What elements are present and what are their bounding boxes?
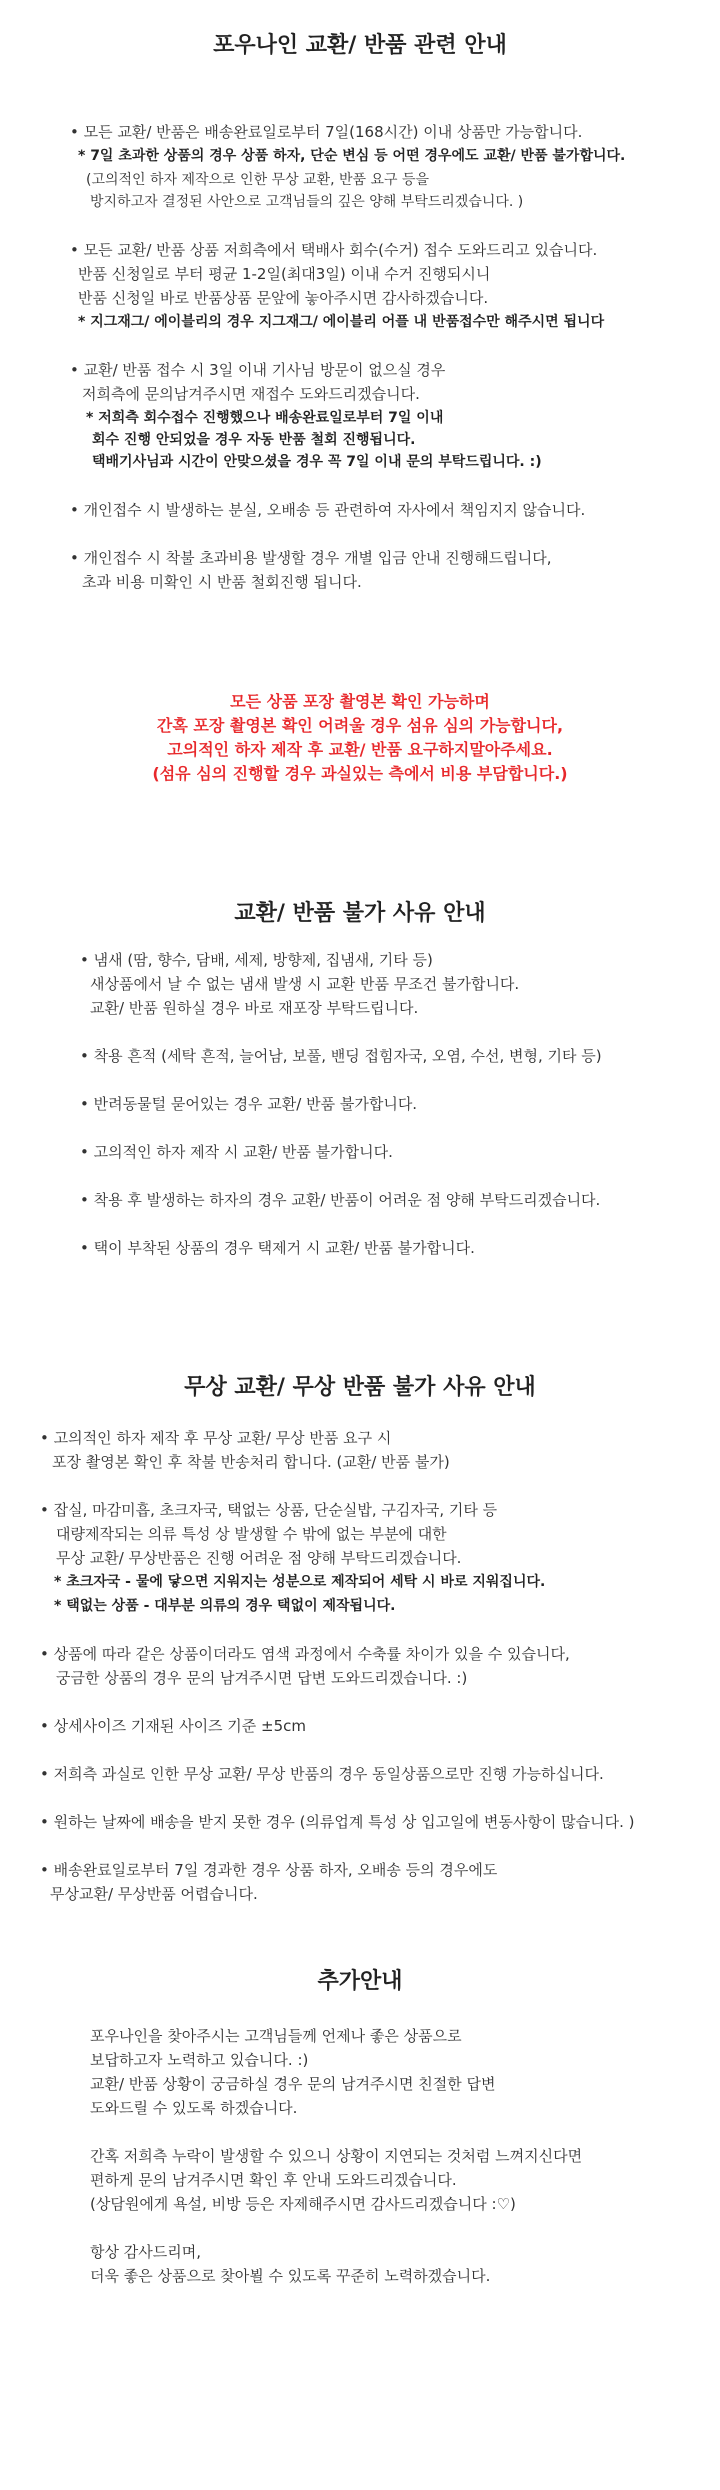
section3-line-8: • 상품에 따라 같은 상품이더라도 염색 과정에서 수축률 차이가 있을 수 있습니다,: [40, 1645, 570, 1663]
section1-line-10: 저희측에 문의남겨주시면 재접수 도와드리겠습니다.: [82, 385, 420, 403]
section4-line-2: 보답하고자 노력하고 있습니다. :): [90, 2051, 309, 2069]
section1-line-12: 회수 진행 안되었을 경우 자동 반품 철회 진행됩니다.: [92, 432, 416, 448]
section3-title: 무상 교환/ 무상 반품 불가 사유 안내: [184, 1375, 536, 1400]
section3-line-4: 대량제작되는 의류 특성 상 발생할 수 밖에 없는 부분에 대한: [56, 1525, 447, 1543]
section1-line-9: • 교환/ 반품 접수 시 3일 이내 기사님 방문이 없으실 경우: [70, 361, 446, 379]
section1-line-1: • 모든 교환/ 반품은 배송완료일로부터 7일(168시간) 이내 상품만 가능합니다.: [70, 123, 583, 141]
section3-line-9: 궁금한 상품의 경우 문의 남겨주시면 답변 도와드리겠습니다. :): [56, 1669, 468, 1687]
notice-line-1: 모든 상품 포장 촬영본 확인 가능하며: [230, 692, 490, 711]
section2-line-5: • 반려동물털 묻어있는 경우 교환/ 반품 불가합니다.: [80, 1095, 418, 1113]
section2-title: 교환/ 반품 불가 사유 안내: [234, 901, 486, 926]
section1-line-13: 택배기사님과 시간이 안맞으셨을 경우 꼭 7일 이내 문의 부탁드립니다. :): [92, 454, 542, 470]
section2-line-8: • 택이 부착된 상품의 경우 택제거 시 교환/ 반품 불가합니다.: [80, 1239, 475, 1257]
notice-line-4: (섬유 심의 진행할 경우 과실있는 측에서 비용 부담합니다.): [152, 764, 568, 783]
section3-line-1: • 고의적인 하자 제작 후 무상 교환/ 무상 반품 요구 시: [40, 1429, 392, 1447]
section3-line-6: * 초크자국 - 물에 닿으면 지워지는 성분으로 제작되어 세탁 시 바로 지워집니다.: [54, 1574, 546, 1590]
section1-line-14: • 개인접수 시 발생하는 분실, 오배송 등 관련하여 자사에서 책임지지 않습니다.: [70, 501, 586, 519]
section1-line-7: 반품 신청일 바로 반품상품 문앞에 놓아주시면 감사하겠습니다.: [78, 289, 489, 307]
section4-line-9: 더욱 좋은 상품으로 찾아뵐 수 있도록 꾸준히 노력하겠습니다.: [90, 2267, 491, 2285]
section3-line-5: 무상 교환/ 무상반품은 진행 어려운 점 양해 부탁드리겠습니다.: [56, 1549, 462, 1567]
section4-line-4: 도와드릴 수 있도록 하겠습니다.: [90, 2099, 298, 2117]
section1-line-5: • 모든 교환/ 반품 상품 저희측에서 택배사 회수(수거) 접수 도와드리고 있습니다.: [70, 241, 598, 259]
section3-line-11: • 저희측 과실로 인한 무상 교환/ 무상 반품의 경우 동일상품으로만 진행 가능하십니다.: [40, 1765, 604, 1783]
section3-line-10: • 상세사이즈 기재된 사이즈 기준 ±5cm: [40, 1717, 307, 1735]
section4-line-1: 포우나인을 찾아주시는 고객님들께 언제나 좋은 상품으로: [90, 2027, 462, 2045]
section2-line-4: • 착용 흔적 (세탁 흔적, 늘어남, 보풀, 밴딩 접힘자국, 오염, 수선, 변형, 기타 등): [80, 1047, 602, 1065]
section4-line-6: 편하게 문의 남겨주시면 확인 후 안내 도와드리겠습니다.: [90, 2171, 457, 2189]
section1-line-4: 방지하고자 결정된 사안으로 고객님들의 깊은 양해 부탁드리겠습니다. ): [90, 194, 524, 210]
section4-line-7: (상담원에게 욕설, 비방 등은 자제해주시면 감사드리겠습니다 :♡): [90, 2195, 516, 2213]
section1-line-11: * 저희측 회수접수 진행했으나 배송완료일로부터 7일 이내: [86, 410, 444, 426]
notice-line-3: 고의적인 하자 제작 후 교환/ 반품 요구하지말아주세요.: [167, 740, 553, 759]
section2-line-6: • 고의적인 하자 제작 시 교환/ 반품 불가합니다.: [80, 1143, 393, 1161]
section1-line-16: 초과 비용 미확인 시 반품 철회진행 됩니다.: [82, 573, 362, 591]
section4-line-8: 항상 감사드리며,: [90, 2243, 201, 2261]
section1-line-6: 반품 신청일로 부터 평균 1-2일(최대3일) 이내 수거 진행되시니: [78, 265, 491, 283]
section4-title: 추가안내: [317, 1969, 403, 1994]
section3-line-2: 포장 촬영본 확인 후 착불 반송처리 합니다. (교환/ 반품 불가): [52, 1453, 450, 1471]
section4-line-5: 간혹 저희측 누락이 발생할 수 있으니 상황이 지연되는 것처럼 느껴지신다면: [90, 2147, 583, 2165]
section3-line-3: • 잡실, 마감미흡, 초크자국, 택없는 상품, 단순실밥, 구김자국, 기타 등: [40, 1501, 498, 1519]
section3-line-13: • 배송완료일로부터 7일 경과한 경우 상품 하자, 오배송 등의 경우에도: [40, 1861, 498, 1879]
section4-line-3: 교환/ 반품 상황이 궁금하실 경우 문의 남겨주시면 친절한 답변: [90, 2075, 496, 2093]
section3-line-14: 무상교환/ 무상반품 어렵습니다.: [50, 1885, 258, 1903]
section1-line-3: (고의적인 하자 제작으로 인한 무상 교환, 반품 요구 등을: [86, 172, 430, 188]
section3-line-12: • 원하는 날짜에 배송을 받지 못한 경우 (의류업계 특성 상 입고일에 변동사항이 많습니다. ): [40, 1813, 635, 1831]
section1-line-2: * 7일 초과한 상품의 경우 상품 하자, 단순 변심 등 어떤 경우에도 교환/ 반품 불가합니다.: [78, 148, 626, 164]
section3-line-7: * 택없는 상품 - 대부분 의류의 경우 택없이 제작됩니다.: [54, 1598, 396, 1614]
section1-title: 포우나인 교환/ 반품 관련 안내: [213, 33, 507, 58]
section2-line-2: 새상품에서 날 수 없는 냄새 발생 시 교환 반품 무조건 불가합니다.: [90, 975, 520, 993]
notice-line-2: 간혹 포장 촬영본 확인 어려울 경우 섬유 심의 가능합니다,: [156, 716, 564, 735]
section1-line-8: * 지그재그/ 에이블리의 경우 지그재그/ 에이블리 어플 내 반품접수만 해주시면 됩니다: [78, 314, 605, 330]
section2-line-1: • 냄새 (땀, 향수, 담배, 세제, 방향제, 집냄새, 기타 등): [80, 951, 433, 969]
section1-line-15: • 개인접수 시 착불 초과비용 발생할 경우 개별 입금 안내 진행해드립니다,: [70, 549, 552, 567]
section2-line-3: 교환/ 반품 원하실 경우 바로 재포장 부탁드립니다.: [90, 999, 419, 1017]
section2-line-7: • 착용 후 발생하는 하자의 경우 교환/ 반품이 어려운 점 양해 부탁드리겠습니다.: [80, 1191, 601, 1209]
